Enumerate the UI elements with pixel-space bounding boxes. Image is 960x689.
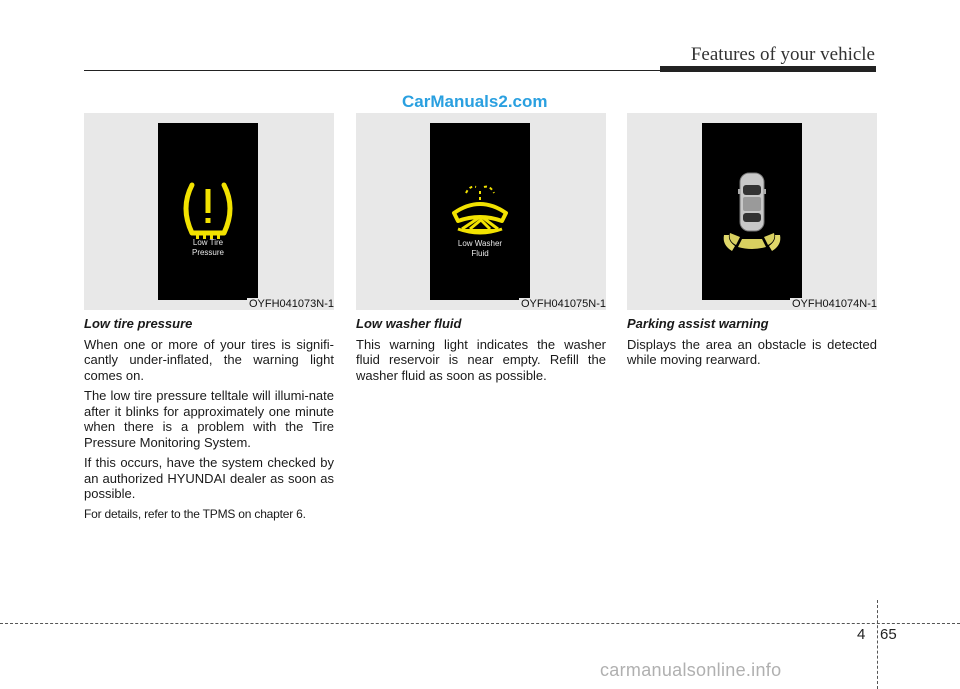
figure-panel-parking-assist xyxy=(627,113,877,310)
paragraph: If this occurs, have the system checked by an authorized HYUNDAI dealer as soon as possible. xyxy=(84,455,334,501)
screen-label-line1: Low Washer xyxy=(457,239,503,248)
screen-label-line2: Pressure xyxy=(191,248,224,257)
footer-rule xyxy=(0,623,960,624)
screen-label-line2: Fluid xyxy=(471,249,489,258)
watermark-carmanuals2: CarManuals2.com xyxy=(402,92,548,111)
note: For details, refer to the TPMS on chapter 6. xyxy=(84,506,306,521)
screen-label-line1: Low Tire xyxy=(192,238,224,247)
header-rule-accent xyxy=(660,66,876,72)
cluster-screen xyxy=(430,123,530,300)
cluster-screen xyxy=(158,123,258,300)
page-number: 65 xyxy=(880,626,897,643)
footer-divider xyxy=(877,600,878,689)
washer-fluid-warning-icon xyxy=(430,173,530,293)
section-heading: Low washer fluid xyxy=(356,316,462,331)
tire-pressure-warning-icon xyxy=(158,173,258,293)
section-low-tire-pressure xyxy=(84,316,334,527)
chapter-number: 4 xyxy=(857,626,866,643)
paragraph: Displays the area an obstacle is detected while moving rearward. xyxy=(627,336,877,367)
paragraph: The low tire pressure telltale will illumi-nate after it blinks for approximately one minute when there is a problem with the Tire Pressure Monitoring System. xyxy=(84,388,334,450)
figure-code: OYFH041074N-1 xyxy=(792,298,877,310)
figure-panel-tire-pressure xyxy=(84,113,334,310)
cluster-screen xyxy=(702,123,802,300)
section-heading: Low tire pressure xyxy=(84,316,193,331)
section-parking-assist-warning xyxy=(627,316,877,373)
figure-code: OYFH041073N-1 xyxy=(249,298,334,310)
paragraph: This warning light indicates the washer fluid reservoir is near empty. Refill the washer fluid as soon as possible. xyxy=(356,336,606,383)
section-low-washer-fluid xyxy=(356,316,606,388)
paragraph: When one or more of your tires is signifi-cantly under-inflated, the warning light comes on. xyxy=(84,336,334,383)
section-heading: Parking assist warning xyxy=(627,316,769,331)
figure-code: OYFH041075N-1 xyxy=(521,298,606,310)
figure-panel-washer-fluid xyxy=(356,113,606,310)
watermark-carmanualsonline: carmanualsonline.info xyxy=(600,660,782,680)
parking-assist-car-icon xyxy=(702,163,802,283)
section-title: Features of your vehicle xyxy=(690,44,875,65)
